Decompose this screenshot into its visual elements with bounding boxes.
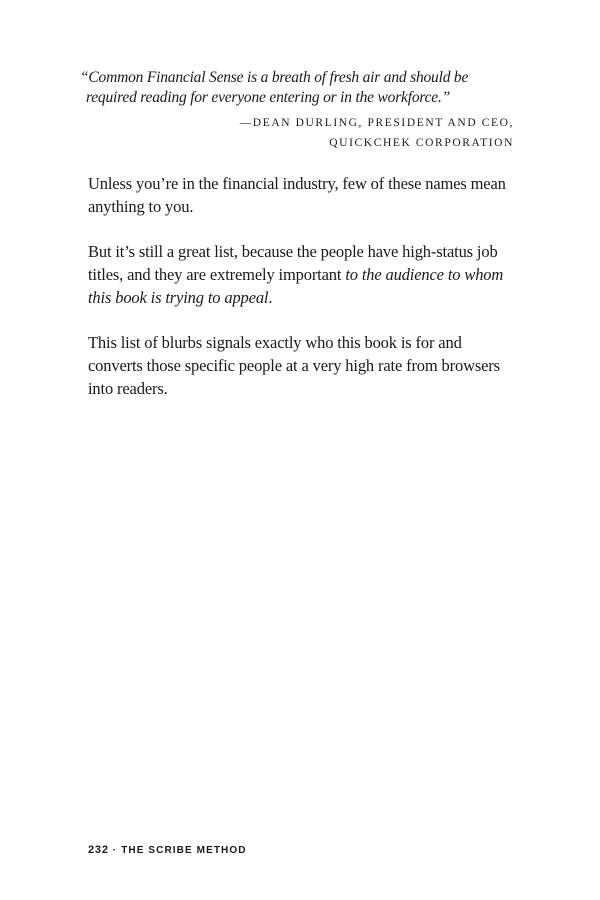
attribution-line-2: QUICKCHEK CORPORATION — [329, 137, 514, 149]
paragraph-3: This list of blurbs signals exactly who this book is for and converts those specific people at a very high rate from browsers into readers. — [88, 333, 500, 398]
body-text — [88, 172, 520, 422]
blurb-block — [80, 68, 520, 153]
open-quote-mark: “ — [80, 69, 89, 86]
paragraph-1: Unless you’re in the financial industry, few of these names mean anything to you. — [88, 174, 506, 216]
blurb-attribution — [80, 113, 520, 153]
quoted-book-title: Common Financial Sense — [88, 69, 244, 86]
page-footer — [88, 844, 247, 856]
paragraph-2-end: . — [268, 288, 273, 307]
attribution-line-1: —DEAN DURLING, PRESIDENT AND CEO, — [239, 117, 514, 129]
paragraph-2-italic: to the audience to whom this book is trying to appeal — [88, 265, 504, 307]
footer-book-title: THE SCRIBE METHOD — [121, 845, 247, 856]
paragraph-2-start: But it’s still a great list, because the people have high-status job titles, and they are extremely important — [88, 242, 498, 284]
quote-text: is a breath of fresh air and should be required reading for everyone entering or in the workforce. — [86, 69, 469, 106]
footer-separator: · — [112, 845, 118, 856]
paragraph-2 — [88, 240, 520, 309]
page-number: 232 — [88, 844, 109, 856]
close-quote-mark: ” — [441, 89, 451, 106]
blurb-quote — [80, 68, 520, 108]
